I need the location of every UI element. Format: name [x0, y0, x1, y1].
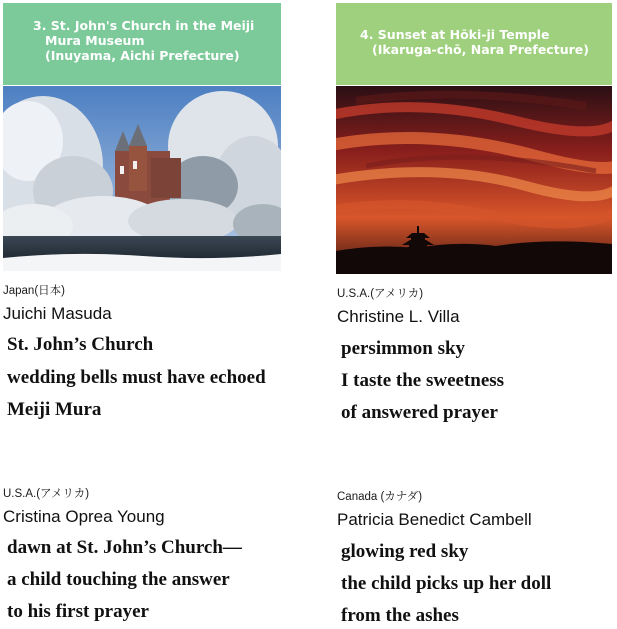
entry-country: Japan(日本) — [3, 285, 65, 297]
poem-line: I taste the sweetness — [341, 370, 505, 391]
caption-line: Mura Museum — [45, 33, 145, 48]
entry-country: U.S.A.(アメリカ) — [3, 488, 90, 500]
poem-line: from the ashes — [341, 605, 459, 626]
poem-line: wedding bells must have echoed — [7, 367, 266, 388]
poem-line: dawn at St. John’s Church— — [7, 537, 242, 558]
caption-line: (Inuyama, Aichi Prefecture) — [45, 48, 240, 63]
poem-line: glowing red sky — [341, 541, 469, 562]
photo-caption-banner-church — [3, 3, 281, 85]
poem-line: the child picks up her doll — [341, 573, 552, 594]
entry-country: Canada (カナダ) — [337, 491, 423, 503]
poem-line: persimmon sky — [341, 338, 466, 359]
sunset-photo — [336, 86, 612, 274]
caption-line: (Ikaruga-chō, Nara Prefecture) — [372, 42, 589, 57]
caption-line: 3. St. John's Church in the Meiji — [33, 18, 255, 33]
entry-author: Juichi Masuda — [3, 304, 112, 323]
entry-country: U.S.A.(アメリカ) — [337, 288, 424, 300]
entry-author: Cristina Oprea Young — [3, 507, 165, 526]
poem-line: a child touching the answer — [7, 569, 230, 590]
poem-line: to his first prayer — [7, 601, 149, 622]
photo-caption-banner-sunset — [336, 3, 612, 85]
poem-line: St. John’s Church — [7, 334, 154, 355]
caption-line: 4. Sunset at Hōki-ji Temple — [360, 27, 550, 42]
entry-author: Patricia Benedict Cambell — [337, 510, 532, 529]
entry-author: Christine L. Villa — [337, 307, 460, 326]
church-photo — [3, 86, 281, 271]
poem-line: Meiji Mura — [7, 399, 102, 420]
poem-line: of answered prayer — [341, 402, 498, 423]
